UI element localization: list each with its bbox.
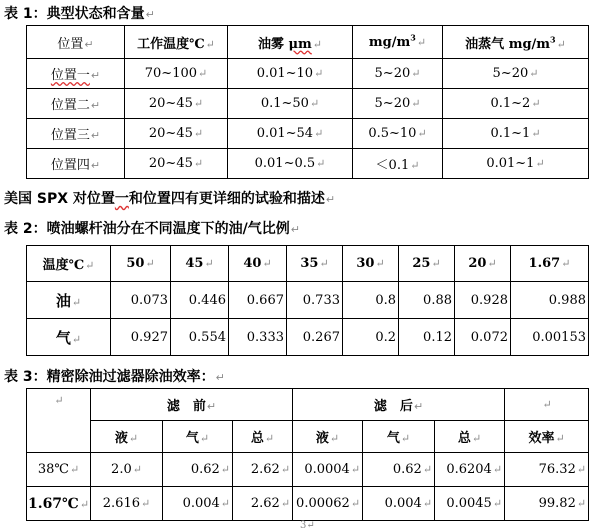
table1-cell-pos: 位置一↵ <box>27 59 125 89</box>
table2-oil-cell: 0.8 <box>343 282 399 319</box>
table1-header-position: 位置↵ <box>27 26 125 59</box>
table2-header-temp: 温度℃↵ <box>27 246 111 282</box>
table2-temp-cell: 1.67↵ <box>511 246 589 282</box>
table2-header-row <box>27 246 589 282</box>
table2-oil-cell: 0.733 <box>287 282 343 319</box>
table3-cell: 0.62↵ <box>363 453 435 487</box>
table1-cell-temp: 20~45↵ <box>125 119 228 149</box>
table1-header-row <box>27 26 589 59</box>
table3-header-before: 滤 前↵ <box>91 389 293 421</box>
table1-cell-mist-um: 0.01~10↵ <box>228 59 353 89</box>
table3-cell: 0.00062↵ <box>293 487 363 521</box>
table3-header-after: 滤 后↵ <box>293 389 505 421</box>
table2-oil-cell: 0.073 <box>111 282 171 319</box>
table3-corner-cell: ↵ <box>27 389 91 453</box>
table1-cell-vapor: 5~20↵ <box>443 59 589 89</box>
table3-subheader-row <box>27 421 589 453</box>
table3-header-row <box>27 389 589 421</box>
table2-temp-cell: 35↵ <box>287 246 343 282</box>
table2-caption: 表 2：喷油螺杆油分在不同温度下的油/气比例↵ <box>4 221 300 237</box>
table3-row-temp: 38℃↵ <box>27 453 91 487</box>
table2-temp-cell: 30↵ <box>343 246 399 282</box>
table3-sub-efficiency: 效率↵ <box>505 421 589 453</box>
table2-gas-label: 气↵ <box>27 319 111 356</box>
table1-cell-temp: 20~45↵ <box>125 149 228 179</box>
table3-sub-liquid: 液↵ <box>91 421 163 453</box>
table3-cell: 99.82↵ <box>505 487 589 521</box>
table-row <box>27 59 589 89</box>
page-number: 3↵ <box>300 520 315 531</box>
table2-gas-cell: 0.12 <box>399 319 455 356</box>
table3-cell: 0.0004↵ <box>293 453 363 487</box>
table3-cell: 2.62↵ <box>233 453 293 487</box>
table3-caption: 表 3：精密除油过滤器除油效率：↵ <box>4 369 225 385</box>
table-row <box>27 282 589 319</box>
table1-cell-mist-um: 0.1~50↵ <box>228 89 353 119</box>
table1-header-mist-um: 油雾 μm↵ <box>228 26 353 59</box>
table1-cell-mist-mg: ＜0.1↵ <box>353 149 443 179</box>
table1-header-vapor: 油蒸气 $mg/m^3↵$ <box>443 26 589 59</box>
table2-gas-cell: 0.554 <box>171 319 229 356</box>
table1-cell-mist-um: 0.01~54↵ <box>228 119 353 149</box>
table-row <box>27 453 589 487</box>
table2-oil-cell: 0.446 <box>171 282 229 319</box>
table2-temp-cell: 25↵ <box>399 246 455 282</box>
table2-temp-cell: 20↵ <box>455 246 511 282</box>
table3-cell: 0.0045↵ <box>435 487 505 521</box>
table1-cell-pos: 位置三↵ <box>27 119 125 149</box>
table3-cell: 2.616↵ <box>91 487 163 521</box>
table2-oil-cell: 0.88 <box>399 282 455 319</box>
table2-gas-cell: 0.333 <box>229 319 287 356</box>
table2-gas-cell: 0.267 <box>287 319 343 356</box>
table1-cell-mist-mg: 0.5~10↵ <box>353 119 443 149</box>
table2-temp-cell: 45↵ <box>171 246 229 282</box>
table2-gas-cell: 0.927 <box>111 319 171 356</box>
table3-sub-liquid: 液↵ <box>293 421 363 453</box>
table3-sub-gas: 气↵ <box>363 421 435 453</box>
table1-header-mist-mg: $mg/m^3↵$ <box>353 26 443 59</box>
table-row <box>27 149 589 179</box>
table1-cell-temp: 20~45↵ <box>125 89 228 119</box>
table-row <box>27 89 589 119</box>
table3-cell: 0.62↵ <box>163 453 233 487</box>
table-row <box>27 119 589 149</box>
spx-note: 美国 SPX 对位置一和位置四有更详细的试验和描述↵ <box>4 191 336 207</box>
table3-sub-total: 总↵ <box>233 421 293 453</box>
table2-temp-cell: 50↵ <box>111 246 171 282</box>
table2 <box>26 245 589 356</box>
table1-cell-mist-mg: 5~20↵ <box>353 89 443 119</box>
table3-cell: 0.004↵ <box>363 487 435 521</box>
table1-cell-mist-um: 0.01~0.5↵ <box>228 149 353 179</box>
table2-gas-cell: 0.00153 <box>511 319 589 356</box>
table1 <box>26 25 589 179</box>
table3 <box>26 388 589 521</box>
table3-header-blank: ↵ <box>505 389 589 421</box>
table3-sub-gas: 气↵ <box>163 421 233 453</box>
table1-cell-pos: 位置四↵ <box>27 149 125 179</box>
table2-gas-cell: 0.2 <box>343 319 399 356</box>
table3-cell: 2.62↵ <box>233 487 293 521</box>
table1-cell-mist-mg: 5~20↵ <box>353 59 443 89</box>
table1-header-temp: 工作温度℃↵ <box>125 26 228 59</box>
table1-cell-pos: 位置二↵ <box>27 89 125 119</box>
table1-cell-vapor: 0.1~2↵ <box>443 89 589 119</box>
table1-cell-vapor: 0.01~1↵ <box>443 149 589 179</box>
table1-caption: 表 1：典型状态和含量↵ <box>4 6 155 22</box>
table-row <box>27 319 589 356</box>
table3-cell: 76.32↵ <box>505 453 589 487</box>
table1-cell-vapor: 0.1~1↵ <box>443 119 589 149</box>
table3-row-temp: 1.67℃↵ <box>27 487 91 521</box>
table2-oil-cell: 0.928 <box>455 282 511 319</box>
table2-oil-cell: 0.988 <box>511 282 589 319</box>
table2-gas-cell: 0.072 <box>455 319 511 356</box>
table2-oil-label: 油↵ <box>27 282 111 319</box>
table-row <box>27 487 589 521</box>
table3-sub-total: 总↵ <box>435 421 505 453</box>
table3-cell: 2.0↵ <box>91 453 163 487</box>
table2-oil-cell: 0.667 <box>229 282 287 319</box>
table3-cell: 0.004↵ <box>163 487 233 521</box>
table2-temp-cell: 40↵ <box>229 246 287 282</box>
table3-cell: 0.6204↵ <box>435 453 505 487</box>
table1-cell-temp: 70~100↵ <box>125 59 228 89</box>
